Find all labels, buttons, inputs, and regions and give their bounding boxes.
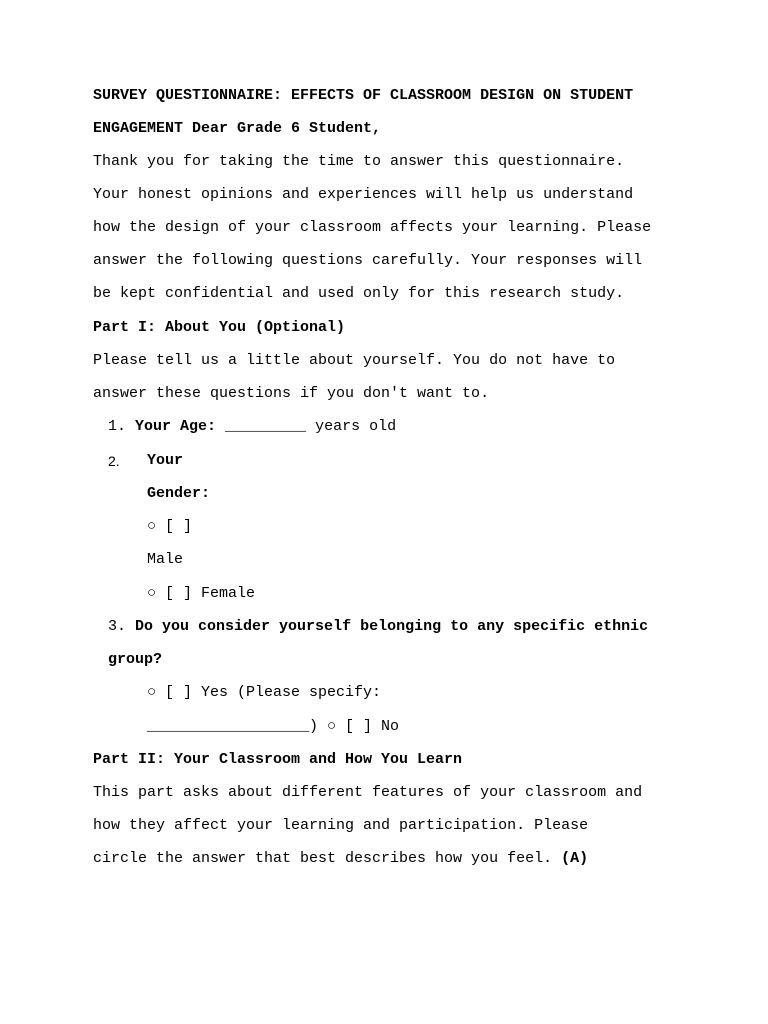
part1-intro-line: Please tell us a little about yourself. You do not have to (93, 352, 616, 369)
section-marker: (A) (561, 850, 589, 867)
gender-option-male-label: Male (147, 551, 184, 568)
question-number: 2. (108, 453, 120, 469)
question-ethnic-group (108, 617, 648, 637)
part2-intro-last-line (93, 849, 588, 869)
intro-paragraph-line: Thank you for taking the time to answer this questionnaire. (93, 153, 625, 170)
intro-paragraph-line: Your honest opinions and experiences will help us understand (93, 186, 634, 203)
part2-intro-line: how they affect your learning and participation. Please (93, 817, 589, 834)
intro-paragraph-line: be kept confidential and used only for this research study. (93, 285, 625, 302)
question-label-continued: Gender: (147, 485, 211, 502)
part2-intro-text: circle the answer that best describes how you feel. (93, 850, 562, 867)
part1-heading: Part I: About You (Optional) (93, 319, 346, 336)
question-label: Do you consider yourself belonging to any specific ethnic (135, 618, 649, 635)
part2-intro-line: This part asks about different features of your classroom and (93, 784, 643, 801)
ethnic-option-specify-no: __________________) ○ [ ] No (147, 718, 400, 735)
intro-paragraph-line: answer the following questions carefully. Your responses will (93, 252, 643, 269)
survey-title: SURVEY QUESTIONNAIRE: EFFECTS OF CLASSROOM DESIGN ON STUDENT (93, 87, 634, 104)
part2-heading: Part II: Your Classroom and How You Learn (93, 751, 463, 768)
survey-title-continued: ENGAGEMENT Dear Grade 6 Student, (93, 120, 382, 137)
gender-option-female: ○ [ ] Female (147, 585, 256, 602)
part1-intro-line: answer these questions if you don't want to. (93, 385, 490, 402)
age-blank: _________ years old (216, 418, 397, 435)
question-number: 1. (108, 418, 127, 435)
gender-option-male-checkbox: ○ [ ] (147, 518, 193, 535)
question-age (108, 417, 396, 437)
ethnic-option-yes: ○ [ ] Yes (Please specify: (147, 684, 382, 701)
question-number: 3. (108, 618, 127, 635)
question-label: Your (147, 452, 184, 469)
question-label-continued: group? (108, 651, 163, 668)
intro-paragraph-line: how the design of your classroom affects your learning. Please (93, 219, 652, 236)
question-label: Your Age: (135, 418, 217, 435)
